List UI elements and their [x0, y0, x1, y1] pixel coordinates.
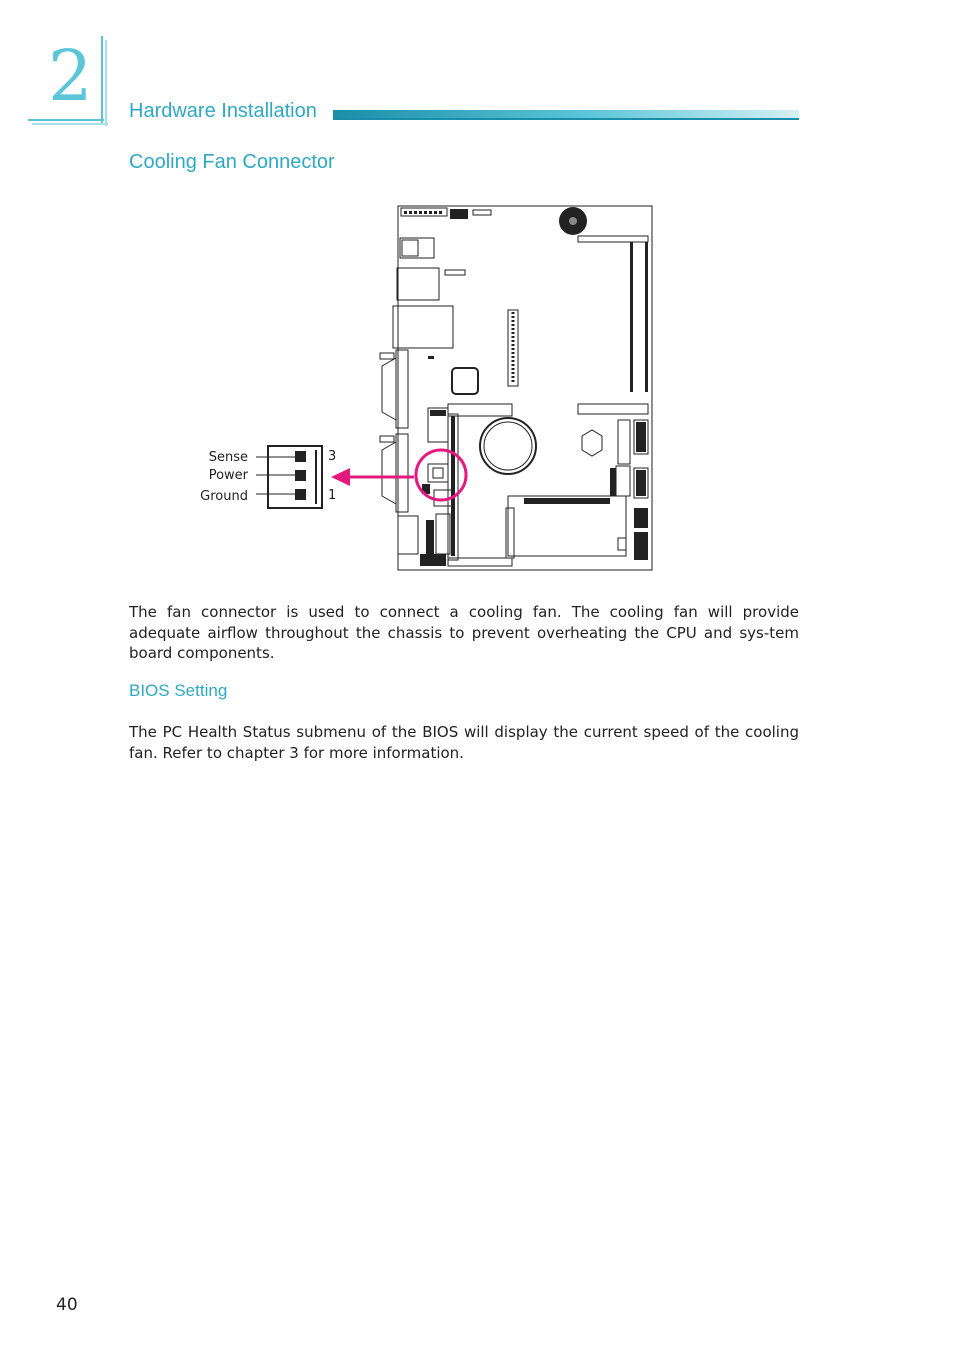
pin-label-power: Power — [208, 468, 248, 483]
chapter-number: 2 — [48, 35, 93, 117]
pin-label-ground: Ground — [200, 489, 248, 504]
motherboard-diagram — [190, 198, 660, 578]
section-header-bar — [333, 109, 799, 121]
bios-setting-heading: BIOS Setting — [129, 681, 228, 700]
page-number: 40 — [56, 1295, 78, 1315]
page-title: Cooling Fan Connector — [129, 151, 335, 173]
pin-number-1: 1 — [328, 488, 337, 503]
bios-paragraph: The PC Health Status submenu of the BIOS will display the current speed of the cooling fan. Refer to chapter 3 for more information. — [129, 723, 799, 762]
description-paragraph: The fan connector is used to connect a cooling fan. The cooling fan will provide adequate airflow throughout the chassis to prevent overheating the CPU and sys-tem board components. — [129, 603, 799, 662]
pin-number-3: 3 — [328, 449, 337, 464]
pin-label-sense: Sense — [208, 450, 248, 465]
section-title: Hardware Installation — [129, 100, 317, 122]
